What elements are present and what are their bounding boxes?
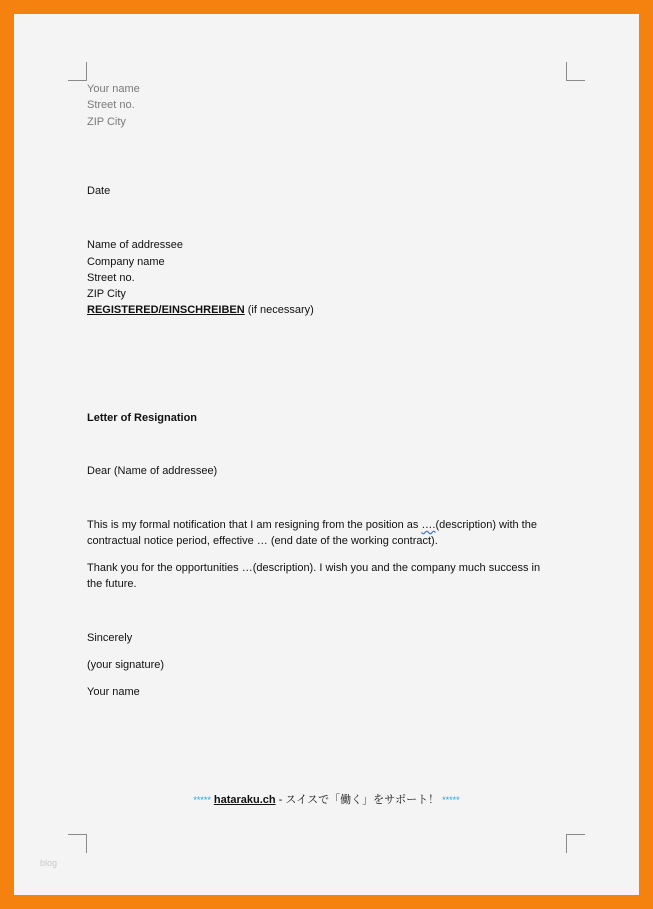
closing-signature: (your signature) (87, 659, 165, 671)
sender-name[interactable]: Your name (87, 83, 140, 95)
registered-line (87, 303, 314, 317)
recipient-zip-city: ZIP City (87, 288, 126, 300)
closing-sincerely: Sincerely (87, 632, 133, 644)
registered-label: REGISTERED/EINSCHREIBEN (87, 304, 245, 316)
footer-tagline: - スイスで「働く」をサポート！ (275, 794, 440, 806)
corner-mark-top-right (566, 62, 585, 81)
sender-zip-city[interactable]: ZIP City (87, 116, 126, 128)
recipient-company: Company name (87, 256, 165, 268)
spellcheck-mark: …. (421, 519, 436, 531)
watermark: blog (40, 858, 58, 868)
letter-page (14, 14, 639, 895)
registered-note: (if necessary) (247, 304, 314, 316)
corner-mark-top-left (68, 62, 87, 81)
body-paragraph-2: Thank you for the opportunities …(description). I wish you and the company much success in the future. (87, 562, 541, 590)
recipient-street: Street no. (87, 272, 135, 284)
footer-credit (14, 791, 639, 807)
body-paragraph-1 (87, 517, 557, 549)
subject: Letter of Resignation (87, 412, 198, 424)
corner-mark-bottom-right (566, 834, 585, 853)
date: Date (87, 185, 111, 197)
recipient-name: Name of addressee (87, 239, 183, 251)
stars-right: ***** (442, 795, 460, 805)
sender-street[interactable]: Street no. (87, 99, 135, 111)
body-p1-text-a: This is my formal notification that I am resigning from the position as (87, 519, 422, 531)
body-p1-text-b: (description) with the contractual notice period, effective … (end date of the working contract). (87, 519, 537, 547)
salutation: Dear (Name of addressee) (87, 465, 218, 477)
closing-name: Your name (87, 686, 140, 698)
corner-mark-bottom-left (68, 834, 87, 853)
stars-left: ***** (193, 795, 211, 805)
site-link[interactable]: hataraku.ch (213, 794, 276, 806)
